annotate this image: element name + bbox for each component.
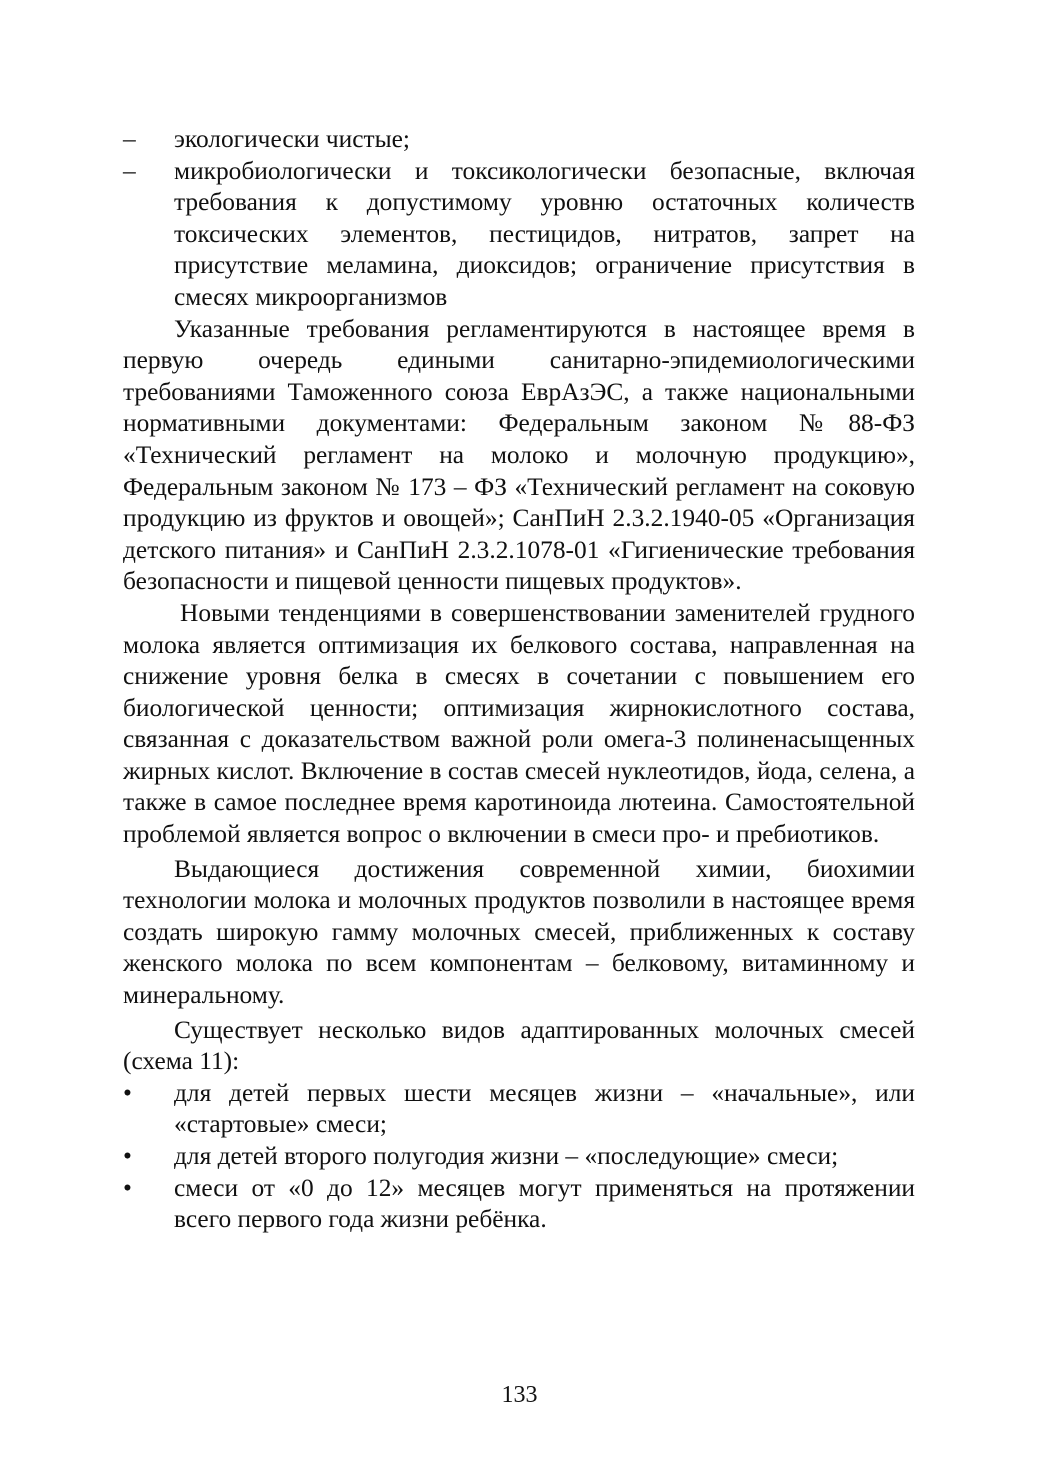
dash-marker: – [123,156,136,185]
list-item-text: смеси от «0 до 12» месяцев могут применяться на протяжении всего первого года жизни ребёнка. [174,1173,915,1234]
bullet-marker: • [123,1078,132,1107]
list-item [123,1141,915,1173]
page-number: 133 [501,1382,538,1408]
page-body [123,124,915,1236]
list-item [123,1173,915,1236]
dash-marker: – [123,125,136,153]
bullet-marker: • [123,1142,132,1170]
bullet-list [123,1078,915,1236]
list-item [123,124,915,156]
list-item [123,1078,915,1141]
paragraph-formula-types: Существует несколько видов адаптированных молочных смесей (схема 11): [123,1015,915,1076]
list-item-text: для детей первых шести месяцев жизни – «начальные», или «стартовые» смеси; [174,1078,915,1139]
dash-list [123,124,915,314]
paragraph-regulations: Указанные требования регламентируются в настоящее время в первую очередь едиными санитарно-эпидемиологическими требованиями Таможенного союза ЕврАзЭС, а также национальными нормативными документами: Федеральным законом №88-ФЗ «Технический регламент на молоко и молочную продукцию», Федеральным законом № 173 – ФЗ «Технический регламент на соковую продукцию из фруктов и овощей»; СанПиН 2.3.2.1940-05 «Организация детского питания» и СанПиН 2.3.2.1078-01 «Гигиенические требования безопасности и пищевой ценности пищевых продуктов». [123,314,915,596]
paragraph-achievements: Выдающиеся достижения современной химии, биохимии технологии молока и молочных продуктов позволили в настоящее время создать широкую гамму молочных смесей, приближенных к составу женского молока по всем компонентам – белковому, витаминному и минеральному. [123,854,915,1010]
list-item-text: экологически чистые; [174,125,410,153]
paragraph-trends: Новыми тенденциями в совершенствовании заменителей грудного молока является оптимизация их белкового состава, направленная на снижение уровня белка в смесях в сочетании с повышением его биологической ценности; оптимизация жирнокислотного состава, связанная с доказательством важной роли омега-3 полиненасыщенных жирных кислот. Включение в состав смесей нуклеотидов, йода, селена, а также в самое последнее время каротиноида лютеина. Самостоятельной проблемой является вопрос о включении в смеси про- и пребиотиков. [123,598,915,849]
list-item [123,156,915,314]
bullet-marker: • [123,1173,132,1202]
list-item-text: микробиологически и токсикологически безопасные, включая требования к допустимому уровню остаточных количеств токсических элементов, пестицидов, нитратов, запрет на присутствие меламина, диоксидов; ограничение присутствия в смесях микроорганизмов [174,156,915,311]
list-item-text: для детей второго полугодия жизни – «последующие» смеси; [174,1142,839,1170]
